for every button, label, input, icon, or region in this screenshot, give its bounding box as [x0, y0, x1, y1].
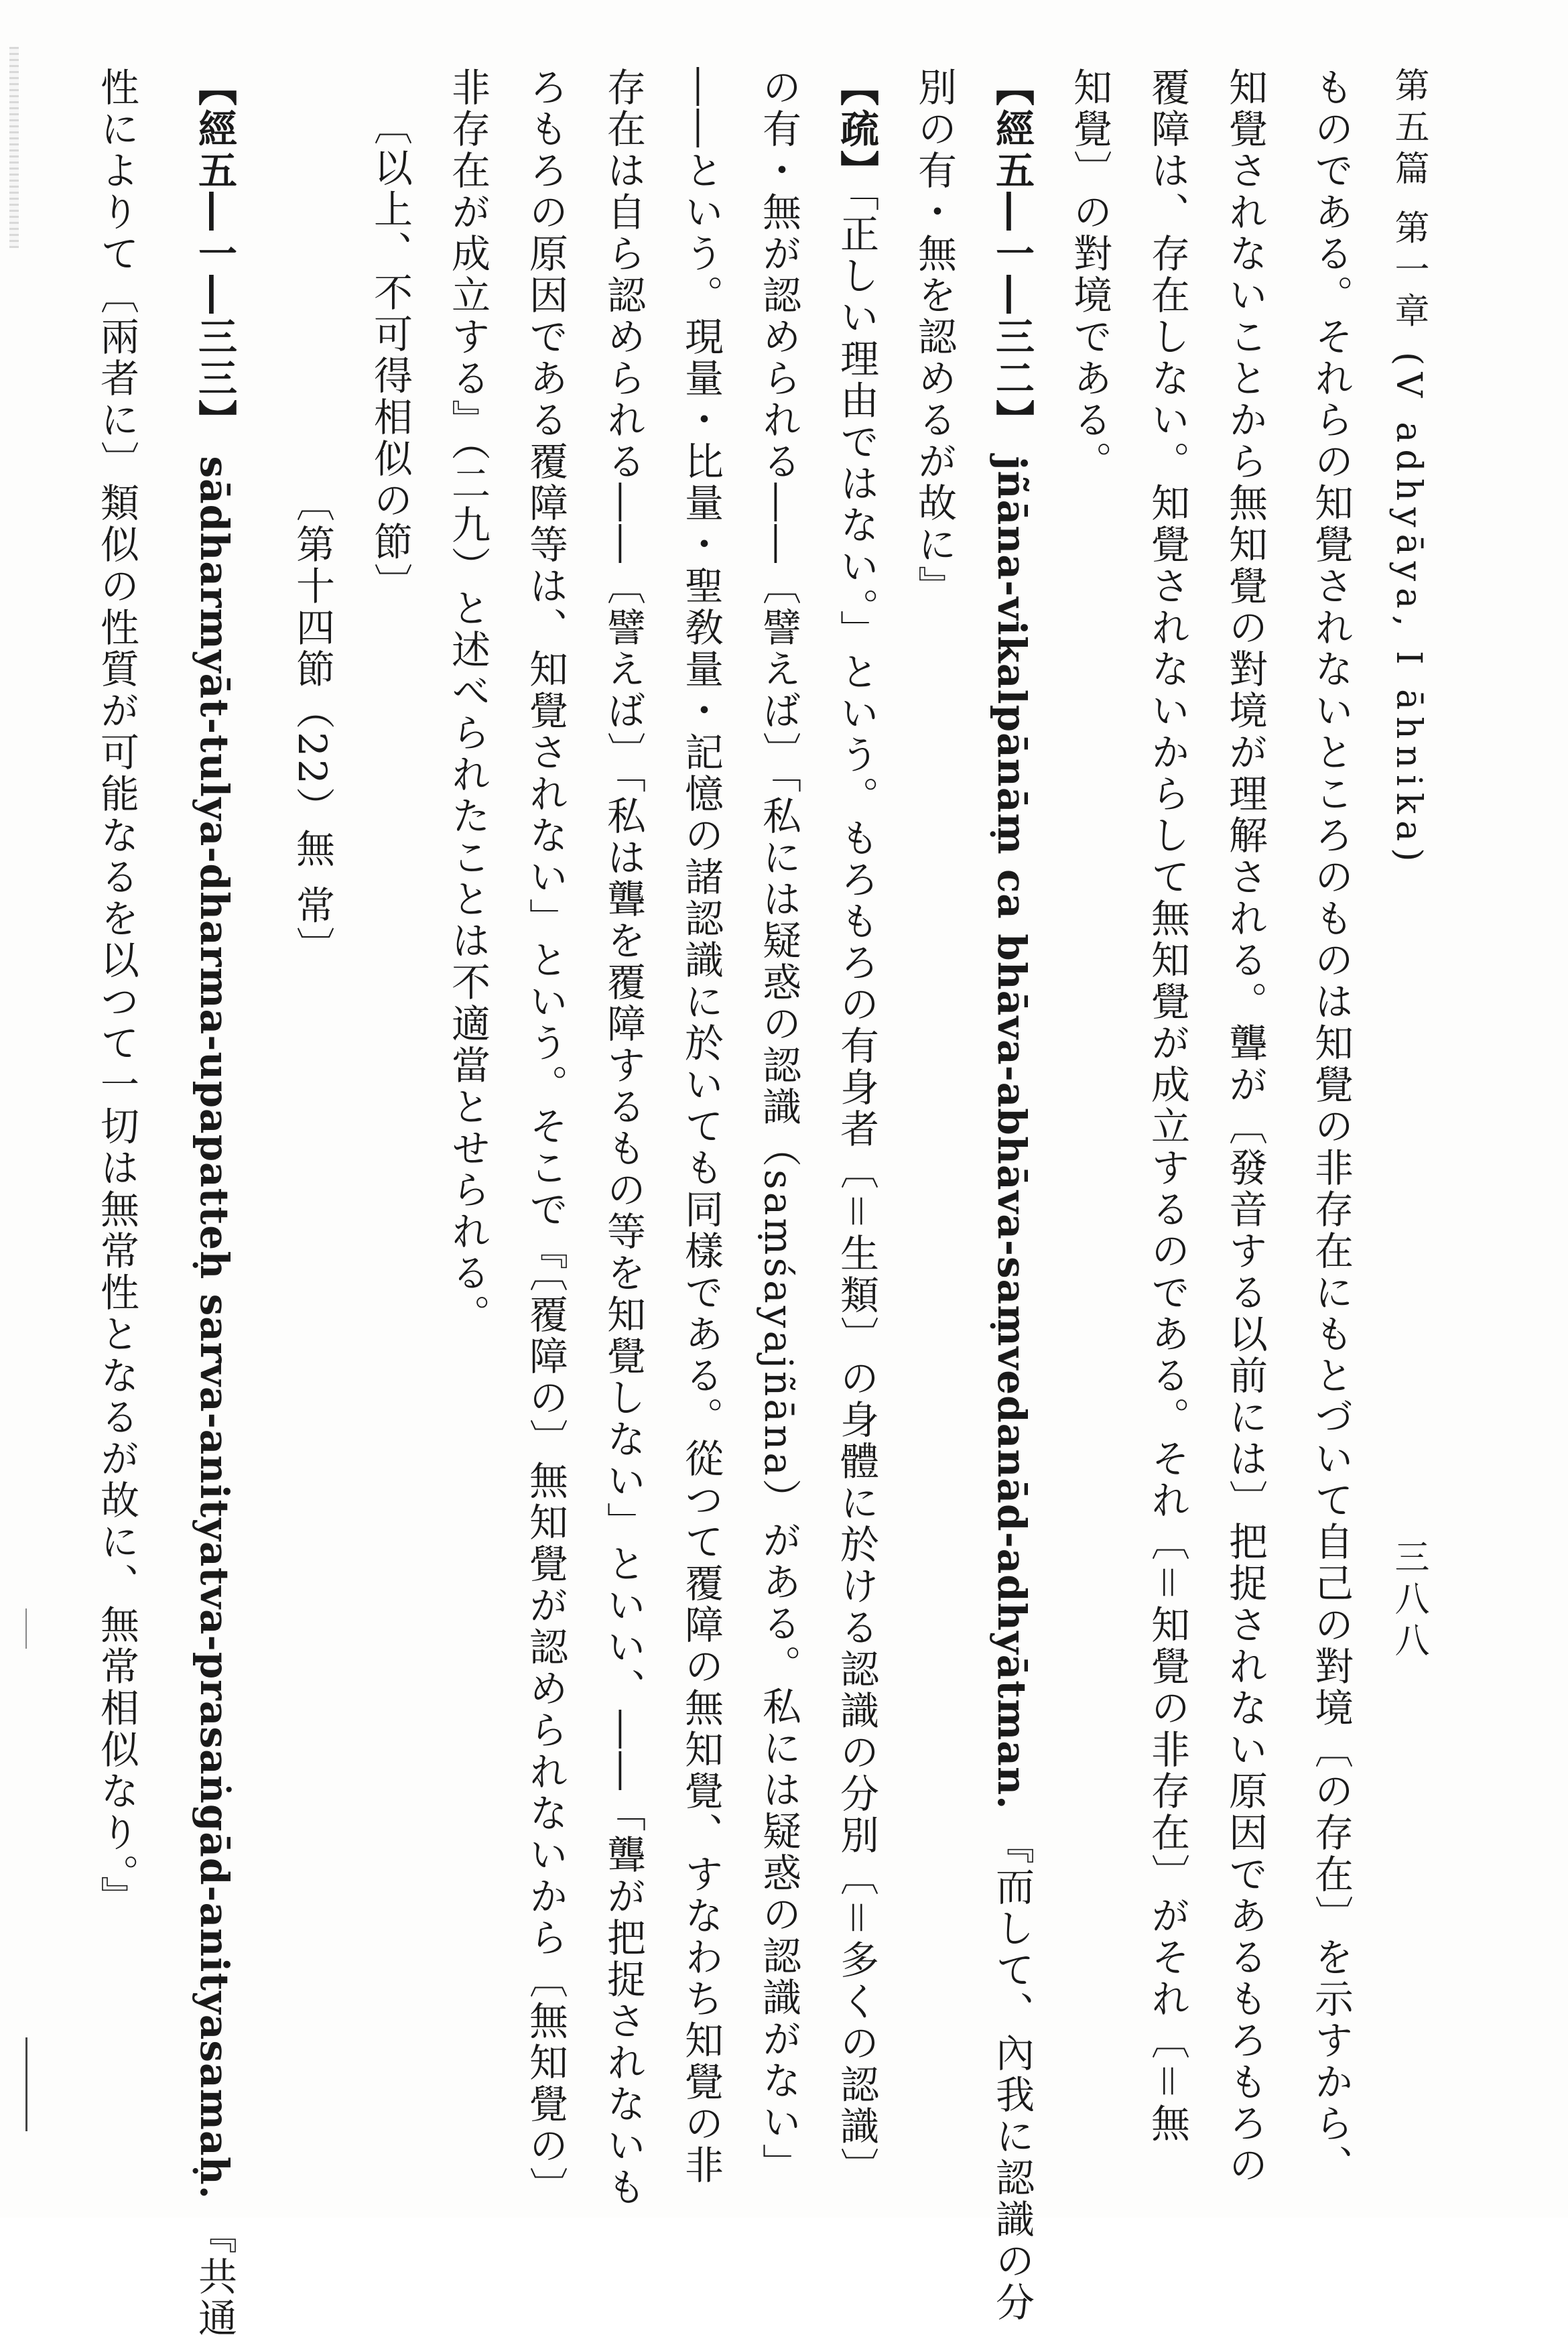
sutra-label: 【經五―一―三二】: [989, 67, 1035, 441]
text-line: 非存在が成立する』（二九）と述べられたことは不適當とせられる。: [445, 67, 491, 1336]
sutra-translation: 『而して、內我に認識の分: [989, 1824, 1035, 2324]
sutra-latin: jñāna-vikalpānāṃ ca bhāva-abhāva-saṃvedanād-adhyātman.: [989, 456, 1035, 1810]
scan-mark: [25, 2037, 27, 2131]
running-head: 第五篇 第一章 (V adhyāya, I āhnika): [1388, 67, 1429, 869]
commentary-text: 「正しい理由ではない。」という。もろもろの有身者〔＝生類〕の身體に於ける認識の分別〔＝多くの認識〕: [834, 192, 879, 2189]
text-line: 覆障は、存在しない。知覺されないからして無知覺が成立するのである。それ〔＝知覺の非存在〕がそれ〔＝無: [1145, 67, 1190, 2145]
vertical-text-block: [78, 67, 1447, 2339]
sutra-line: [973, 67, 1051, 2324]
commentary-line: [818, 67, 895, 2189]
scan-edge-artifact: [9, 47, 19, 248]
text-line: 別の有・無を認めるが故に』: [911, 67, 957, 607]
sutra-translation: 『共通: [192, 2214, 237, 2339]
scan-mark: [25, 1608, 27, 1649]
page-header: [1370, 67, 1447, 2078]
text-line: 知覺〕の對境である。: [1067, 67, 1112, 483]
text-line: ――という。現量・比量・聖敎量・記憶の諸認識に於いても同樣である。從つて覆障の無知覺、すなわち知覺の非: [678, 67, 724, 2186]
commentary-label: 【疏】: [834, 67, 879, 192]
text-line: ものである。それらの知覺されないところのものは知覺の非存在にもとづいて自己の對境〔の存在〕を示すから、: [1308, 67, 1354, 2186]
section-heading: 〔第十四節（22）無 常〕: [289, 483, 335, 968]
sutra-label: 【經五―一―三三】: [192, 67, 237, 441]
closing-note: 〔以上、不可得相似の節〕: [367, 106, 413, 605]
text-line: 知覺されないことから無知覺の對境が理解される。聾が〔發音する以前には〕把捉されない原因であるもろもろの: [1222, 67, 1268, 2186]
text-line: ろもろの原因である覆障等は、知覺されない」という。そこで『〔覆障の〕無知覺が認められないから〔無知覺の〕: [523, 67, 568, 2208]
text-line: 性によりて〔兩者に〕類似の性質が可能なるを以つて一切は無常性となるが故に、無常相似なり。』: [94, 67, 139, 1917]
page-number: 三八八: [1388, 1538, 1429, 1663]
text-line: 存在は自ら認められる――〔譬えば〕「私は聾を覆障するもの等を知覺しない」といい、――「聾が把捉されないも: [600, 67, 646, 2208]
sutra-line: [176, 67, 253, 2339]
sutra-latin: sādharmyāt-tulya-dharma-upapatteḥ sarva-anityatva-prasaṅgād-anityasamaḥ.: [192, 456, 237, 2200]
text-line: の有・無が認められる――〔譬えば〕「私には疑惑の認識（saṃśayajñāna）がある。私には疑惑の認識がない」: [756, 67, 801, 2185]
